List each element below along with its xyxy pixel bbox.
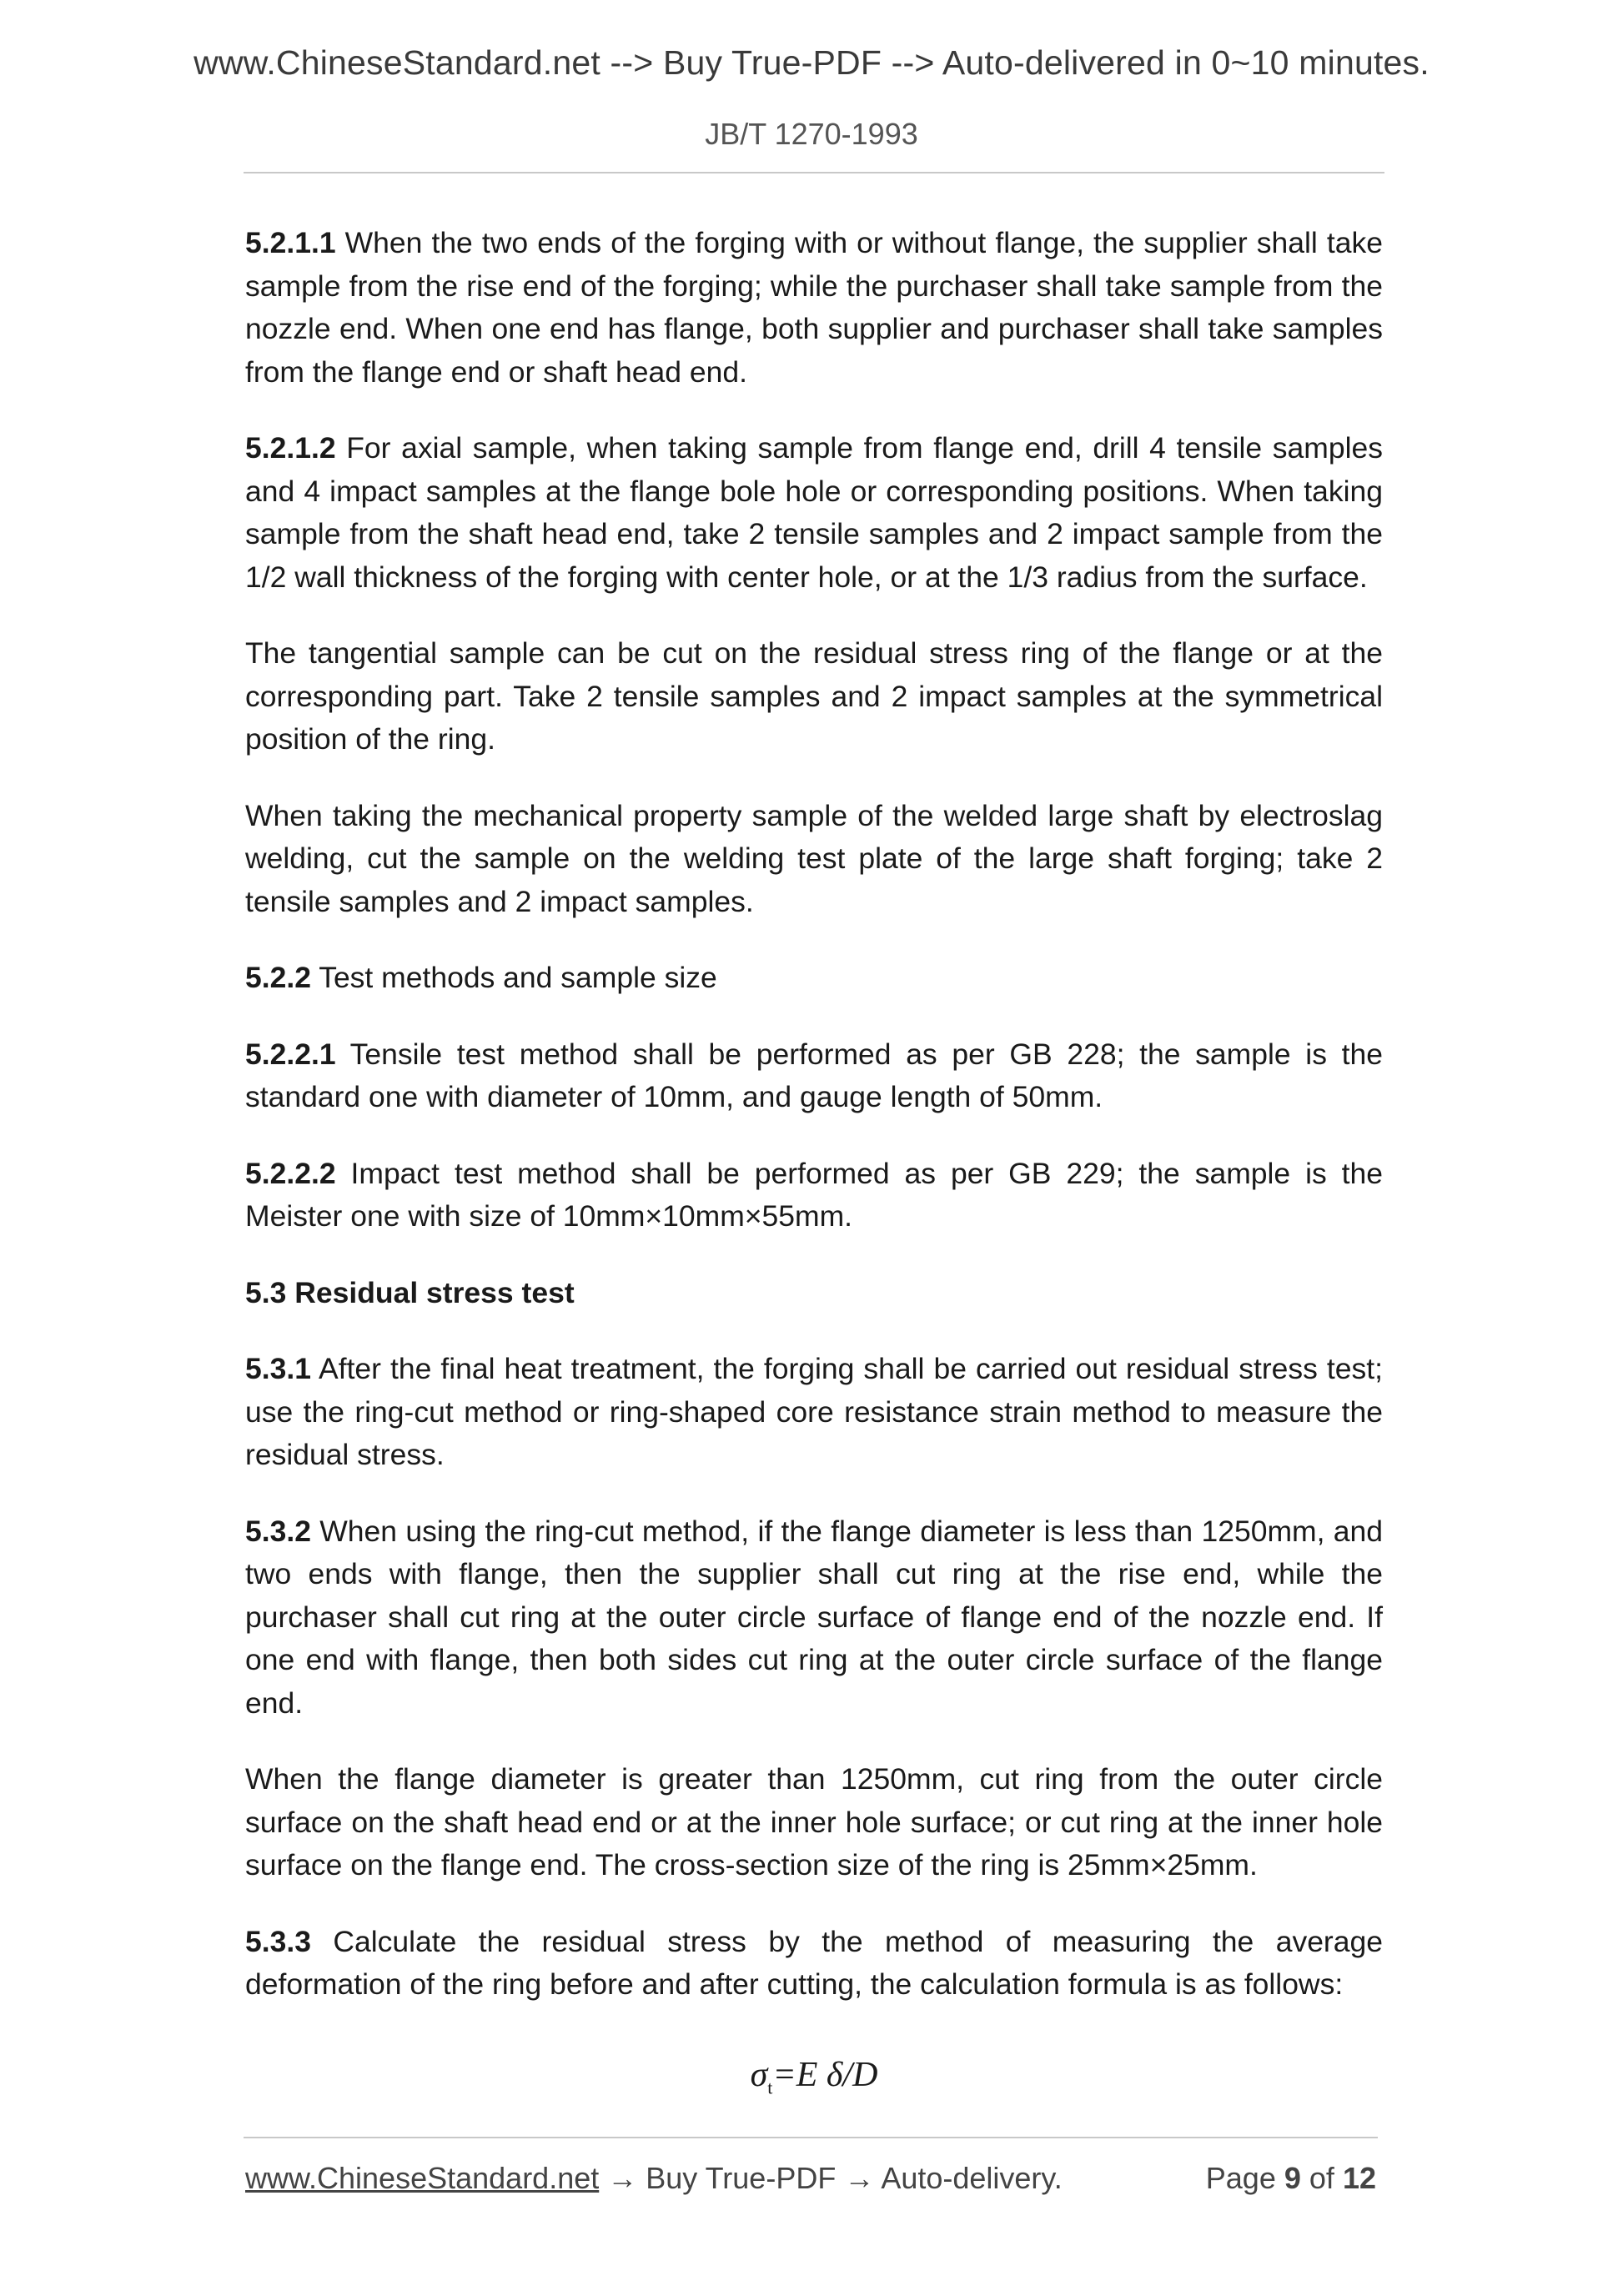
paragraph-text: When the flange diameter is greater than 1250mm, cut ring from the outer circle surface on the shaft head end or at the inner hole surface; or cut ring at the inner hole surface on the flange end. The cross-section size of the ring is 25mm×25mm. bbox=[245, 1762, 1383, 1882]
paragraph-5-3-2 bbox=[245, 1510, 1383, 1726]
formula-subscript: t bbox=[767, 2076, 773, 2098]
formula-rhs: =E δ/D bbox=[772, 2055, 878, 2094]
clause-number: 5.3.3 bbox=[245, 1924, 311, 1958]
paragraph-5-2-1-1 bbox=[245, 222, 1383, 394]
current-page: 9 bbox=[1284, 2161, 1301, 2195]
paragraph-5-3-3 bbox=[245, 1921, 1383, 2007]
footer-left bbox=[245, 2161, 1063, 2196]
document-code: JB/T 1270-1993 bbox=[705, 117, 918, 151]
top-banner-text: www.ChineseStandard.net --> Buy True-PDF --> Auto-delivered in 0~10 minutes. bbox=[193, 43, 1430, 82]
paragraph-text: When using the ring-cut method, if the flange diameter is less than 1250mm, and two ends with flange, then the supplier shall cut ring at the rise end, while the purchaser shall cut ring at the outer circle surface of flange end of the nozzle end. If one end with flange, then both sides cut ring at the outer circle surface of the flange end. bbox=[245, 1514, 1383, 1720]
clause-number: 5.2.2.2 bbox=[245, 1156, 336, 1190]
page-number bbox=[1206, 2161, 1376, 2196]
clause-number: 5.2.2 bbox=[245, 961, 311, 994]
formula-sigma: σ bbox=[750, 2055, 768, 2094]
paragraph-5-2-1-2 bbox=[245, 427, 1383, 599]
page-label: Page bbox=[1205, 2161, 1276, 2195]
section-heading-5-3 bbox=[245, 1272, 1383, 1315]
clause-number: 5.3.1 bbox=[245, 1352, 311, 1385]
paragraph-text: The tangential sample can be cut on the residual stress ring of the flange or at the corresponding part. Take 2 tensile samples and 2 impact samples at the symmetrical position of the ring. bbox=[245, 636, 1383, 756]
paragraph-5-3-1 bbox=[245, 1348, 1383, 1477]
paragraph-flange-over-1250 bbox=[245, 1758, 1383, 1887]
clause-number: 5.3.2 bbox=[245, 1514, 311, 1548]
of-label: of bbox=[1309, 2161, 1334, 2195]
paragraph-text: When taking the mechanical property sample of the welded large shaft by electroslag welding, cut the sample on the welding test plate of the large shaft forging; take 2 tensile samples and 2 impact samples. bbox=[245, 798, 1383, 918]
paragraph-5-2-2 bbox=[245, 957, 1383, 1000]
paragraph-5-2-2-2 bbox=[245, 1153, 1383, 1238]
clause-number: 5.2.1.2 bbox=[245, 431, 336, 465]
paragraph-text: Test methods and sample size bbox=[310, 961, 717, 994]
paragraph-tangential-sample bbox=[245, 632, 1383, 761]
document-body bbox=[245, 222, 1383, 2098]
residual-stress-formula bbox=[245, 2055, 1383, 2098]
clause-number: 5.2.1.1 bbox=[245, 226, 336, 259]
total-pages: 12 bbox=[1342, 2161, 1376, 2195]
paragraph-text: Impact test method shall be performed as per GB 229; the sample is the Meister one with size of 10mm×10mm×55mm. bbox=[245, 1156, 1383, 1233]
clause-number: 5.2.2.1 bbox=[245, 1037, 336, 1071]
paragraph-5-2-2-1 bbox=[245, 1033, 1383, 1119]
footer-tagline: → Buy True-PDF → Auto-delivery. bbox=[599, 2161, 1063, 2195]
paragraph-text: Calculate the residual stress by the method of measuring the average deformation of the ring before and after cutting, the calculation formula is as follows: bbox=[245, 1924, 1383, 2001]
website-link[interactable]: www.ChineseStandard.net bbox=[245, 2161, 600, 2195]
section-title: 5.3 Residual stress test bbox=[245, 1275, 575, 1309]
footer-divider bbox=[244, 2137, 1378, 2138]
paragraph-text: Tensile test method shall be performed as per GB 228; the sample is the standard one with diameter of 10mm, and gauge length of 50mm. bbox=[245, 1037, 1383, 1113]
paragraph-text: When the two ends of the forging with or without flange, the supplier shall take sample from the rise end of the forging; while the purchaser shall take sample from the nozzle end. When one end has flange, both supplier and purchaser shall take samples from the flange end or shaft head end. bbox=[245, 226, 1383, 389]
paragraph-electroslag-welding bbox=[245, 795, 1383, 924]
header-divider bbox=[244, 172, 1384, 173]
paragraph-text: For axial sample, when taking sample from flange end, drill 4 tensile samples and 4 impact samples at the flange bole hole or corresponding positions. When taking sample from the shaft head end, take 2 tensile samples and 2 impact sample from the 1/2 wall thickness of the forging with center hole, or at the 1/3 radius from the surface. bbox=[245, 431, 1383, 594]
paragraph-text: After the final heat treatment, the forging shall be carried out residual stress test; use the ring-cut method or ring-shaped core resistance strain method to measure the residual stress. bbox=[245, 1352, 1383, 1471]
